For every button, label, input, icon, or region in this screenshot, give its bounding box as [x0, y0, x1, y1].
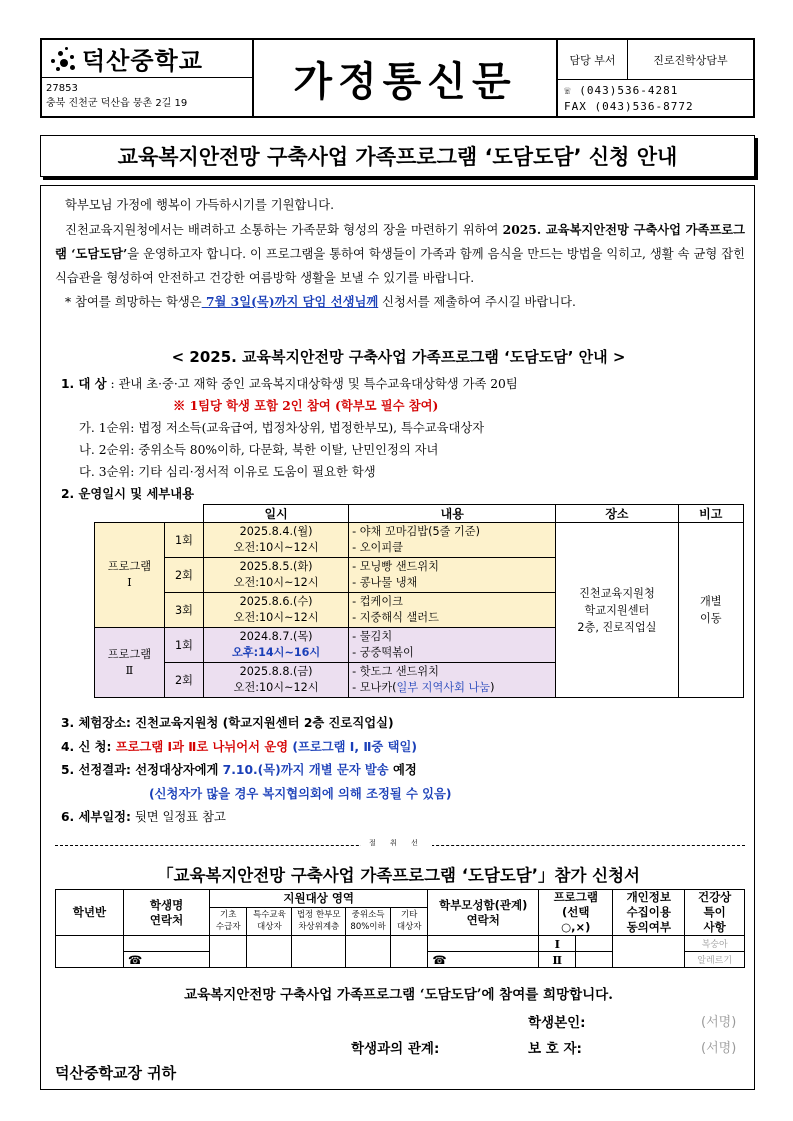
- note-cell: 개별 이동: [678, 523, 743, 698]
- declaration: 교육복지안전망 구축사업 가족프로그램 ‘도담도담’에 참여를 희망합니다.: [184, 987, 613, 1003]
- intro-body: 진천교육지원청에서는 배려하고 소통하는 가족문화 형성의 장을 마련하기 위하여 2025. 교육복지안전망 구축사업 가족프로그램 ‘도담도담’을 운영하고자 합니다. 이 프로그램을 통하여 학생들이 가족과 함께 음식을 만드는 방법을 익히고, 생활 속 균형 잡힌 식습관을 형성하여 안전하고 건강한 여름방학 생활을 보낼 수 있기를 바랍니다.: [55, 221, 745, 285]
- privacy-consent[interactable]: [613, 936, 685, 968]
- health-hint-1[interactable]: 복숭아: [685, 936, 745, 952]
- guardian-sign-label: 보 호 자:: [528, 1041, 582, 1057]
- check-etc[interactable]: [391, 936, 428, 968]
- header-place: 장소: [556, 505, 678, 523]
- table-row: 프로그램 Ⅰ 1회 2025.8.4.(월) 오전:10시~12시 - 야채 꼬마김밥(5줄 기준) - 오이피클 진천교육지원청 학교지원센터 2층, 진로직업실 개별 이동: [95, 523, 744, 558]
- table-row: 2회 2025.8.5.(화) 오전:10시~12시 - 모닝빵 샌드위치 - 콩나물 냉채: [95, 558, 744, 593]
- col-sub-income: 중위소득 80%이하: [345, 907, 390, 935]
- col-sub-etc: 기타 대상자: [391, 907, 428, 935]
- apply-line: 4. 신 청: 프로그램 Ⅰ과 Ⅱ로 나뉘어서 운영 (프로그램 Ⅰ, Ⅱ중 택일): [61, 739, 417, 754]
- fax-number: FAX (043)536-8772: [564, 100, 694, 113]
- subject-bar: 교육복지안전망 구축사업 가족프로그램 ‘도담도담’ 신청 안내: [40, 135, 755, 177]
- header-note: 비고: [678, 505, 743, 523]
- check-income[interactable]: [345, 936, 390, 968]
- phone-icon: ☎: [432, 952, 447, 967]
- cut-label: 절 취 선: [361, 838, 432, 848]
- application-table: [55, 889, 745, 968]
- dept-name: 진로진학상담부: [653, 53, 728, 67]
- table-row: 2회 2025.8.8.(금) 오전:10시~12시 - 핫도그 샌드위치 - 모나카(일부 지역사회 나눔): [95, 663, 744, 698]
- table-row: 3회 2025.8.6.(수) 오전:10시~12시 - 컵케이크 - 지중해식 샐러드: [95, 593, 744, 628]
- content-frame: [40, 185, 755, 1090]
- detail-line: 6. 세부일정: 뒷면 일정표 참고: [61, 810, 226, 824]
- target-note: ※ 1팀당 학생 포함 2인 참여 (학부모 필수 참여): [173, 398, 439, 413]
- col-student: 학생명 연락처: [123, 890, 209, 936]
- intro-greeting: 학부모님 가정에 행복이 가득하시기를 기원합니다.: [65, 198, 334, 212]
- school-name: 덕산중학교: [82, 47, 203, 75]
- title-box: [254, 38, 558, 118]
- target-line: 1. 대 상 : 관내 초·중·고 재학 중인 교육복지대상학생 및 특수교육대상학생 가족 20팀: [61, 377, 518, 391]
- check-special[interactable]: [247, 936, 292, 968]
- col-class: 학년반: [56, 890, 124, 936]
- dept-label: 담당 부서: [558, 40, 628, 79]
- col-program: 프로그램 (선택 ○,×): [539, 890, 613, 936]
- schedule-label: 2. 운영일시 및 세부내용: [61, 487, 194, 501]
- check-single[interactable]: [292, 936, 345, 968]
- program-1-label: 프로그램 Ⅰ: [95, 523, 165, 628]
- info-section: [61, 712, 751, 830]
- priority-1: 가. 1순위: 법정 저소득(교육급여, 법정차상위, 법정한부모), 특수교육대상자: [79, 421, 485, 435]
- phone-fax: [558, 80, 753, 118]
- contact-block: [558, 38, 755, 118]
- parent-name-input[interactable]: [428, 936, 539, 952]
- dept-row: [558, 40, 753, 80]
- priority-3: 다. 3순위: 기타 심리·정서적 이유로 도움이 필요한 학생: [79, 465, 376, 479]
- col-health: 건강상 특이 사항: [685, 890, 745, 936]
- target-section: [61, 373, 751, 505]
- col-parent: 학부모성함(관계) 연락처: [428, 890, 539, 936]
- student-sign-field[interactable]: (서명): [701, 1015, 737, 1030]
- schedule-header-row: [95, 505, 744, 523]
- col-support: 지원대상 영역: [210, 890, 428, 908]
- program-2-select[interactable]: [576, 952, 613, 968]
- program-1-select[interactable]: [576, 936, 613, 952]
- phone-number: ☏ (043)536-4281: [564, 84, 679, 97]
- check-basic[interactable]: [210, 936, 247, 968]
- page-title: 가정통신문: [293, 58, 517, 105]
- program-2-label: 프로그램 Ⅱ: [95, 628, 165, 698]
- parent-phone-input[interactable]: [428, 952, 539, 968]
- header-content: 내용: [349, 505, 556, 523]
- program-2-option: Ⅱ: [539, 952, 576, 968]
- form-title: 「교육복지안전망 구축사업 가족프로그램 ‘도담도담’」참가 신청서: [157, 866, 640, 885]
- school-logo-icon: [48, 45, 78, 73]
- school-address: [40, 78, 254, 118]
- relation-label: 학생과의 관계:: [351, 1041, 440, 1057]
- student-name-input[interactable]: [123, 936, 209, 952]
- col-sub-basic: 기초 수급자: [210, 907, 247, 935]
- addressee: 덕산중학교장 귀하: [55, 1064, 177, 1082]
- phone-icon: ☎: [127, 952, 143, 967]
- col-sub-single: 법정 한부모 차상위계층: [292, 907, 345, 935]
- guardian-sign-field[interactable]: (서명): [701, 1041, 737, 1056]
- school-name-box: [40, 38, 254, 78]
- intro-text: [55, 194, 745, 315]
- header-datetime: 일시: [204, 505, 349, 523]
- table-row: 프로그램 Ⅱ 1회 2024.8.7.(목) 오후:14시~16시 - 물김치 - 궁중떡볶이: [95, 628, 744, 663]
- student-phone-input[interactable]: [123, 952, 209, 968]
- program-1-option: Ⅰ: [539, 936, 576, 952]
- address: 충북 진천군 덕산읍 뭉촌 2길 19: [46, 98, 188, 109]
- guide-title: < 2025. 교육복지안전망 구축사업 가족프로그램 ‘도담도담’ 안내 >: [171, 348, 626, 366]
- result-line: 5. 선정결과: 선정대상자에게 7.10.(목)까지 개별 문자 발송 예정: [61, 763, 417, 777]
- form-row-1: [56, 936, 745, 952]
- intro-deadline: * 참여를 희망하는 학생은 7월 3일(목)까지 담임 선생님께 신청서를 제출하여 주시길 바랍니다.: [65, 294, 576, 309]
- result-note: (신청자가 많을 경우 복지협의회에 의해 조정될 수 있음): [149, 786, 452, 801]
- deadline-highlight: 7월 3일(목)까지 담임 선생님께: [201, 294, 379, 309]
- health-hint-2[interactable]: 알레르기: [685, 952, 745, 968]
- place-line: 3. 체험장소: 진천교육지원청 (학교지원센터 2층 진로직업실): [61, 716, 394, 730]
- schedule-table: [94, 504, 744, 698]
- place-cell: 진천교육지원청 학교지원센터 2층, 진로직업실: [556, 523, 678, 698]
- class-input[interactable]: [56, 936, 124, 968]
- col-sub-special: 특수교육 대상자: [247, 907, 292, 935]
- priority-2: 나. 2순위: 중위소득 80%이하, 다문화, 북한 이탈, 난민인정의 자녀: [79, 443, 439, 457]
- header: [40, 38, 755, 118]
- student-sign-label: 학생본인:: [528, 1015, 586, 1031]
- school-block: [40, 38, 254, 118]
- postcode: 27853: [46, 83, 78, 94]
- col-privacy: 개인정보 수집이용 동의여부: [613, 890, 685, 936]
